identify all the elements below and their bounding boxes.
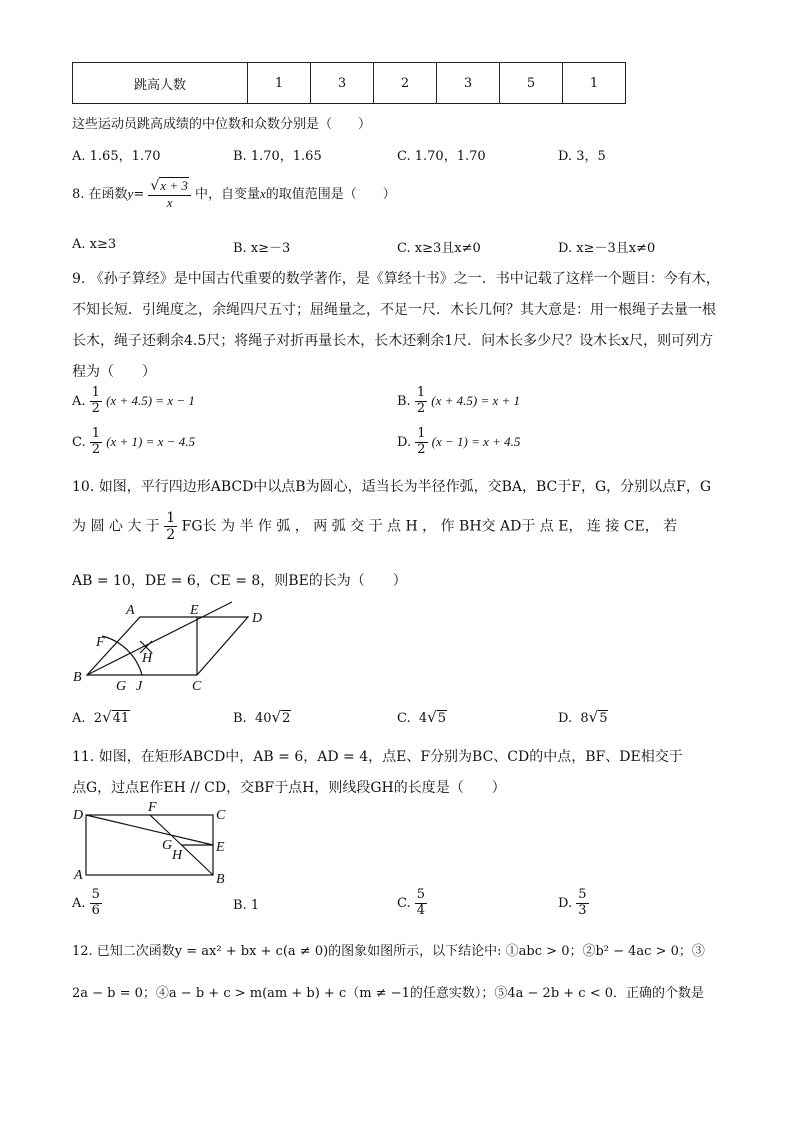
q7-question: 这些运动员跳高成绩的中位数和众数分别是（ ） xyxy=(72,117,372,132)
q8-suffix-a: 中，自变量 xyxy=(194,186,260,202)
q11-option-d: D. $\frac{5}{3}$ xyxy=(558,887,587,918)
q12-line-2: 2a − b = 0；④a − b + c > m(am + b) + c（m ≠ −1的任意实数）；⑤4a − 2b + c < 0．正确的个数是 xyxy=(72,986,705,1001)
q10-option-b: B. 40√2 xyxy=(233,708,291,726)
label-a: A xyxy=(74,868,83,883)
q8-option-d: D. x≥－3且x≠0 xyxy=(558,241,656,256)
q8-option-b: B. x≥－3 xyxy=(233,241,291,256)
segment-de xyxy=(86,815,213,845)
q8-question xyxy=(72,178,396,211)
q8-prefix: 8. 在函数 xyxy=(72,186,128,202)
q9-option-c: C. $\frac{1}{2}$ (x + 1) = x − 4.5 xyxy=(72,426,195,457)
q8-radicand: x + 3 xyxy=(160,178,188,193)
q8-fraction: $\frac{√x + 3}{x}$ xyxy=(148,178,190,211)
table-cell: 5 xyxy=(500,63,563,104)
label-g: G xyxy=(162,838,173,853)
q9-option-b: B. $\frac{1}{2}$ (x + 4.5) = x + 1 xyxy=(397,385,521,416)
q8-eq: = xyxy=(133,186,145,202)
label-d: D xyxy=(73,808,84,823)
table-cell: 1 xyxy=(248,63,311,104)
label-f: F xyxy=(148,800,157,815)
q10-figure xyxy=(60,598,280,698)
parallelogram-abcd xyxy=(87,617,248,675)
q9-option-d: D. $\frac{1}{2}$ (x − 1) = x + 4.5 xyxy=(397,426,521,457)
label-h: H xyxy=(172,848,183,863)
q7-option-b: B. 1.70，1.65 xyxy=(233,149,322,164)
label-d: D xyxy=(252,611,263,626)
q9-line-2: 不知长短．引绳度之，余绳四尺五寸；屈绳量之，不足一尺．木长几何？其大意是：用一根绳子去量一根 xyxy=(72,302,716,318)
table-row xyxy=(73,63,626,104)
label-c: C xyxy=(216,808,226,823)
table-cell: 3 xyxy=(311,63,374,104)
q11-figure xyxy=(68,797,238,887)
q11-option-a: A. $\frac{5}{6}$ xyxy=(72,887,100,918)
q8-y: y xyxy=(127,185,134,201)
q9-option-a: A. $\frac{1}{2}$ (x + 4.5) = x − 1 xyxy=(72,385,195,416)
q11-option-c: C. $\frac{5}{4}$ xyxy=(397,887,426,918)
q9-line-4: 程为（ ） xyxy=(72,364,156,380)
q7-option-d: D. 3，5 xyxy=(558,149,606,164)
q9-line-3: 长木，绳子还剩余4.5尺；将绳子对折再量长木，长木还剩余1尺．问木长多少尺？设木长x尺，则可列方 xyxy=(72,333,714,349)
q11-line-1: 11. 如图，在矩形ABCD中，AB = 6，AD = 4，点E、F分别为BC、CD的中点，BF、DE相交于 xyxy=(72,749,683,765)
q10-option-a: A. 2√41 xyxy=(72,708,130,726)
label-h: H xyxy=(142,651,153,666)
q8-option-c: C. x≥3且x≠0 xyxy=(397,241,481,256)
table-cell: 1 xyxy=(563,63,626,104)
q10-line-3: AB = 10，DE = 6，CE = 8，则BE的长为（ ） xyxy=(72,573,407,589)
q10-line-2: 为 圆 心 大 于 $\frac{1}{2}$ FG长 为 半 作 弧 ， 两 弧 交 于 点 H ， 作 BH交 AD于 点 E， 连 接 CE， 若 xyxy=(72,510,678,544)
q11-line-2: 点G，过点E作EH // CD，交BF于点H，则线段GH的长度是（ ） xyxy=(72,780,506,796)
q7-option-a: A. 1.65，1.70 xyxy=(72,149,161,164)
q8-denominator: x xyxy=(166,194,173,210)
arc-fg xyxy=(102,636,142,675)
q11-option-b: B. 1 xyxy=(233,898,260,913)
q10-option-c: C. 4√5 xyxy=(397,708,447,726)
q8-var: x xyxy=(260,185,266,201)
label-b: B xyxy=(73,670,82,685)
q10-line-1: 10. 如图，平行四边形ABCD中以点B为圆心，适当长为半径作弧，交BA，BC于F，G，分别以点F，G xyxy=(72,479,712,495)
label-a: A xyxy=(126,603,135,618)
table-cell: 3 xyxy=(437,63,500,104)
label-c: C xyxy=(192,679,202,694)
jump-count-table xyxy=(72,62,626,104)
label-b: B xyxy=(216,872,225,887)
label-f: F xyxy=(96,635,105,650)
q7-option-c: C. 1.70，1.70 xyxy=(397,149,486,164)
q8-suffix-b: 的取值范围是（ ） xyxy=(265,186,396,202)
q12-line-1: 12. 已知二次函数y = ax² + bx + c(a ≠ 0)的图象如图所示，以下结论中: ①abc > 0；②b² − 4ac > 0；③ xyxy=(72,944,705,959)
label-g: G xyxy=(116,679,127,694)
label-j: J xyxy=(136,679,143,694)
q10-option-d: D. 8√5 xyxy=(558,708,608,726)
label-e: E xyxy=(190,603,199,618)
label-e: E xyxy=(216,840,225,855)
q8-option-a: A. x≥3 xyxy=(72,237,117,252)
table-cell: 2 xyxy=(374,63,437,104)
table-header-cell: 跳高人数 xyxy=(73,63,248,104)
q9-line-1: 9. 《孙子算经》是中国古代重要的数学著作，是《算经十书》之一．书中记载了这样一个题目：今有木， xyxy=(72,271,720,287)
